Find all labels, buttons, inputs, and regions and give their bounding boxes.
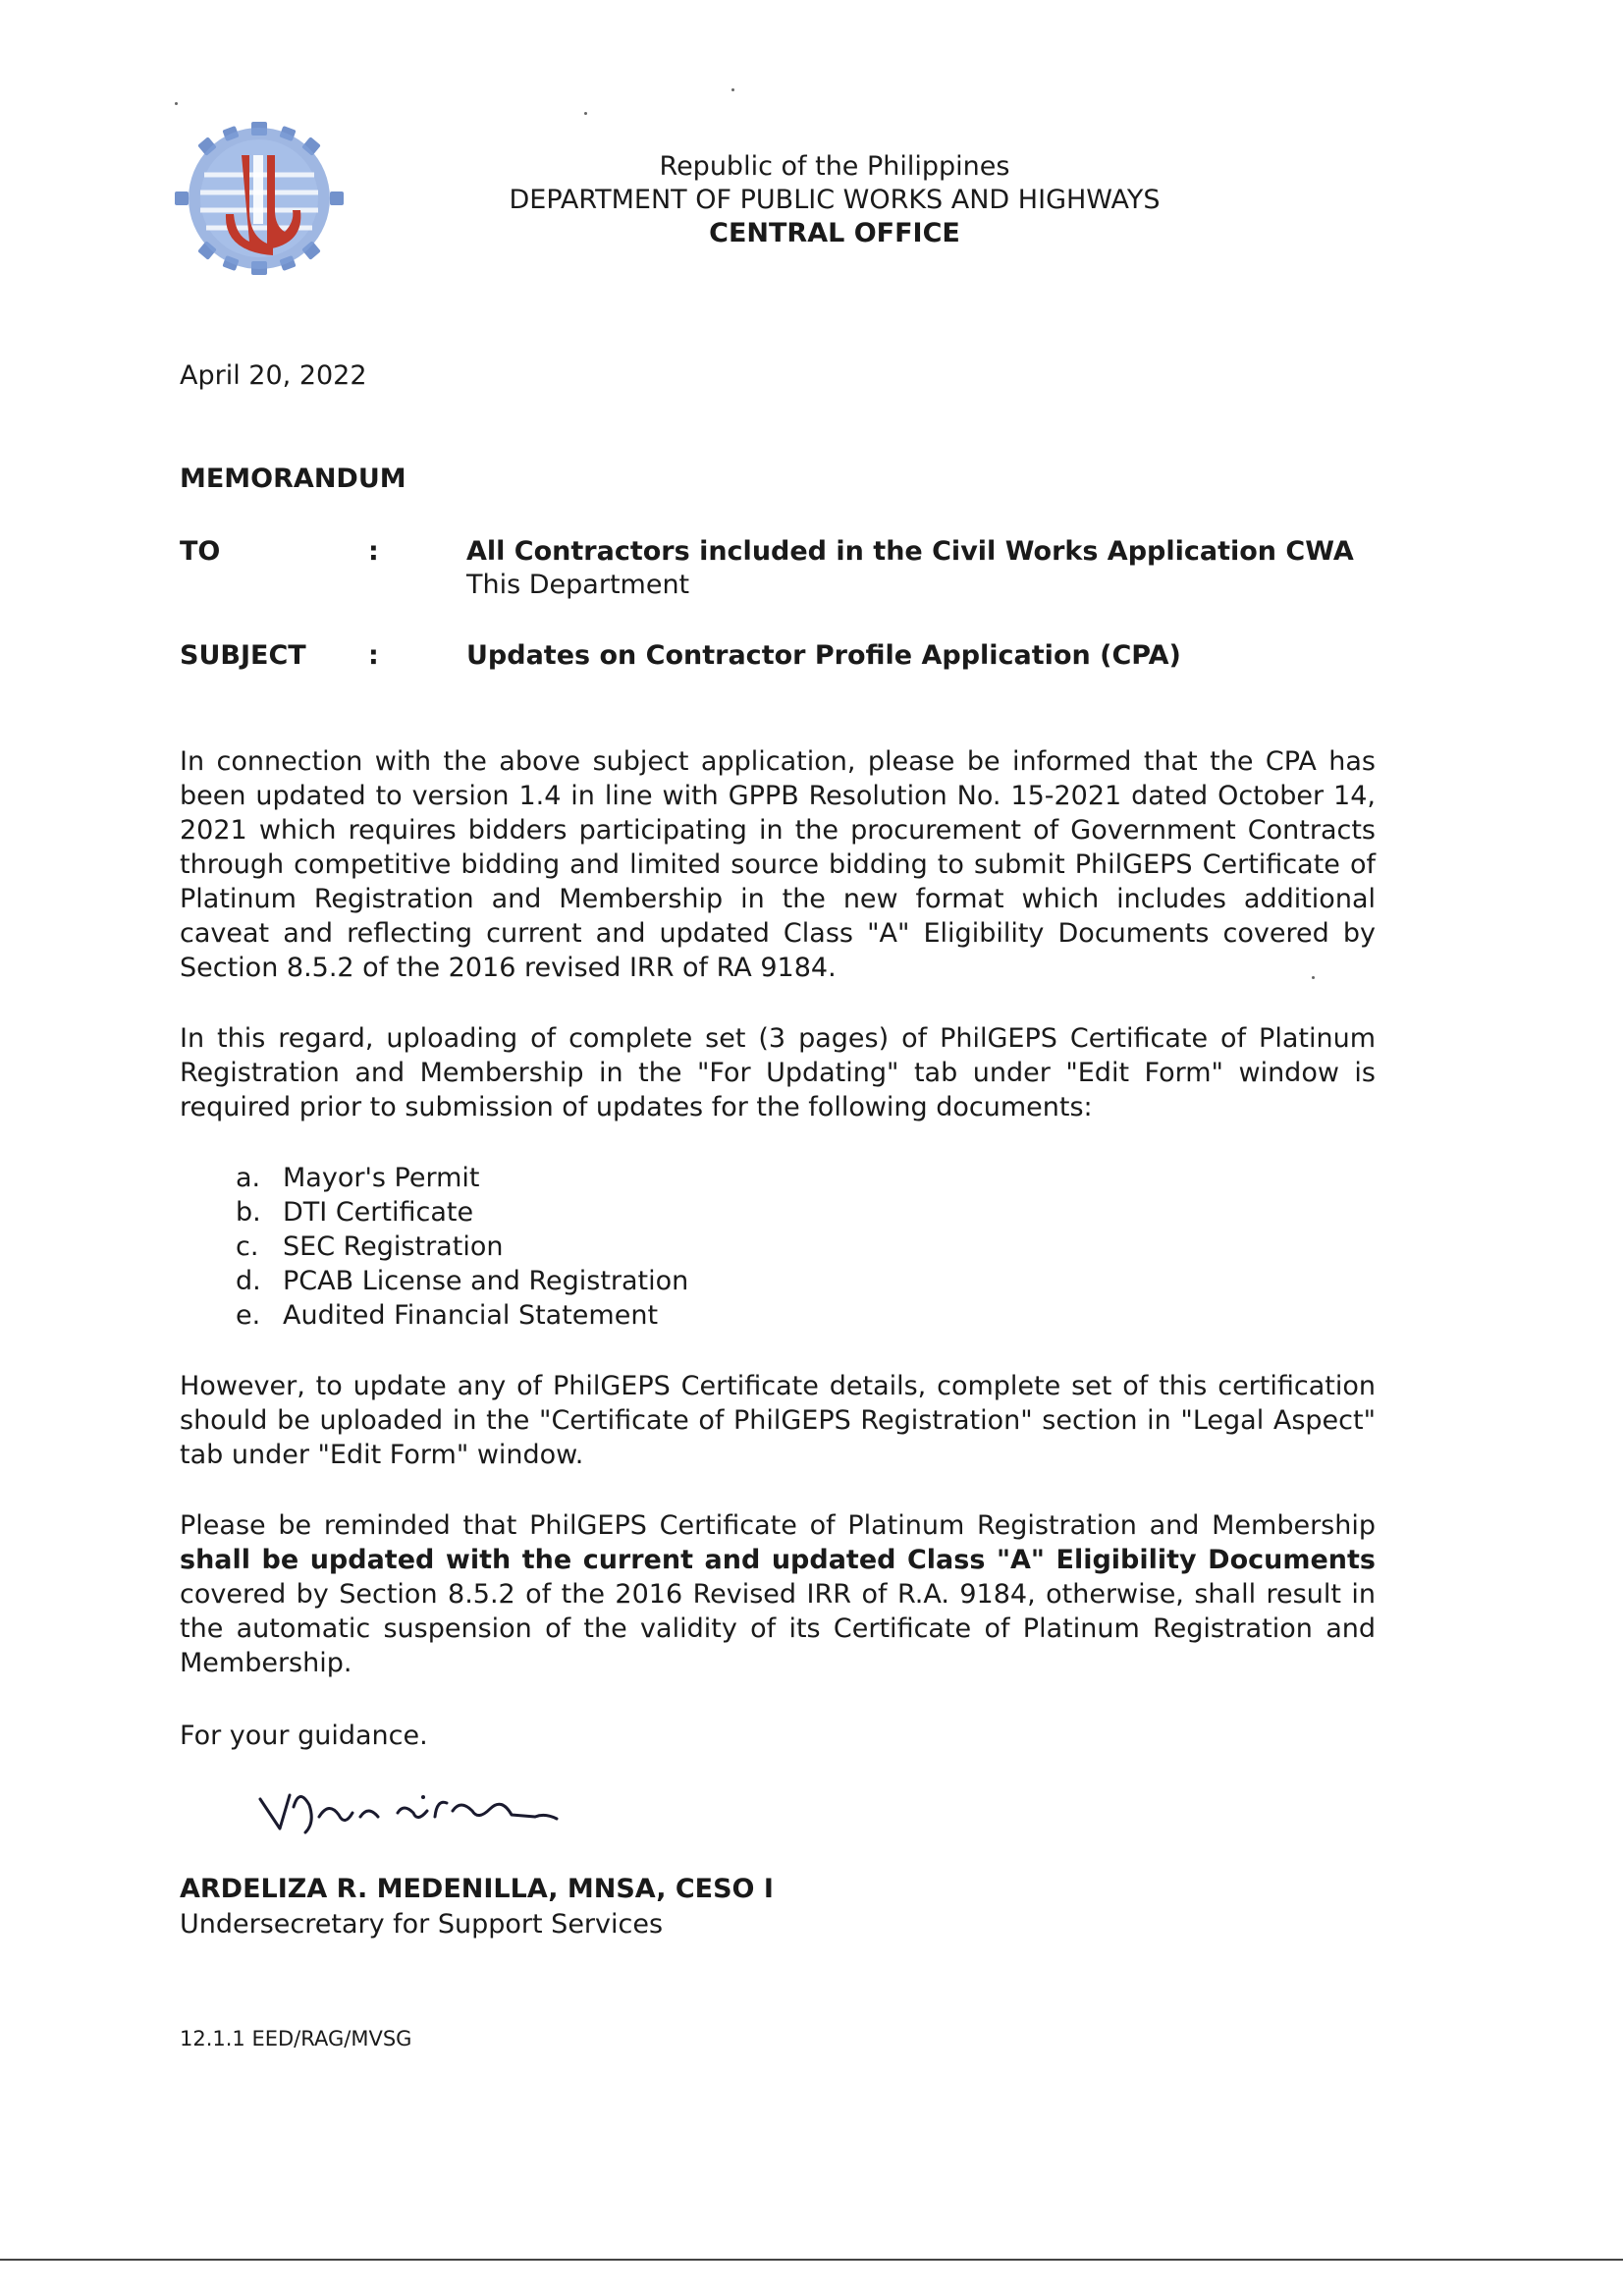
dpwh-logo [165,116,353,281]
memo-date: April 20, 2022 [180,360,367,391]
subject-colon: : [368,640,379,671]
list-item: d. PCAB License and Registration [236,1266,689,1296]
memo-title: MEMORANDUM [180,464,406,494]
header-country: Republic of the Philippines [659,151,1010,182]
list-item: b. DTI Certificate [236,1197,474,1228]
to-colon: : [368,536,379,567]
scan-speck [584,112,587,115]
scan-speck [1312,976,1315,979]
scan-speck [731,88,734,91]
handwritten-signature [250,1777,584,1846]
list-item: a. Mayor's Permit [236,1163,480,1193]
header-department: DEPARTMENT OF PUBLIC WORKS AND HIGHWAYS [509,185,1161,215]
paragraph-3: However, to update any of PhilGEPS Certificate details, complete set of this certification should be uploaded in the "Certificate of PhilGEPS Registration" section in "Legal Aspect" tab under "Edit Form" window. [180,1371,1376,1470]
list-item: e. Audited Financial Statement [236,1300,659,1331]
subject-value: Updates on Contractor Profile Application (CPA) [466,640,1181,671]
reference-code: 12.1.1 EED/RAG/MVSG [180,2027,412,2050]
header-office: CENTRAL OFFICE [709,218,960,248]
documents-list [236,1161,688,1333]
subject-label: SUBJECT [180,640,306,671]
paragraph-4: Please be reminded that PhilGEPS Certificate of Platinum Registration and Membership shall be updated with the current and updated Class "A" Eligibility Documents covered by Section 8.5.2 of the 2016 Revised IRR of R.A. 9184, otherwise, shall result in the automatic suspension of the validity of its Certificate of Platinum Registration and Membership. [180,1510,1376,1678]
scan-edge-line [0,2259,1623,2261]
scan-speck [175,102,178,105]
signatory-name: ARDELIZA R. MEDENILLA, MNSA, CESO I [180,1874,774,1904]
to-recipient: All Contractors included in the Civil Works Application CWA [466,536,1354,567]
paragraph-closing: For your guidance. [180,1721,428,1751]
signatory-title: Undersecretary for Support Services [180,1909,664,1940]
paragraph-2: In this regard, uploading of complete set (3 pages) of PhilGEPS Certificate of Platinum Registration and Membership in the "For Updating" tab under "Edit Form" window is required prior to submission of updates for the following documents: [180,1023,1376,1122]
list-item: c. SEC Registration [236,1231,504,1262]
to-label: TO [180,536,221,567]
paragraph-1: In connection with the above subject application, please be informed that the CPA has been updated to version 1.4 in line with GPPB Resolution No. 15-2021 dated October 14, 2021 which requires bidders participating in the procurement of Government Contracts through competitive bidding and limited source bidding to submit PhilGEPS Certificate of Platinum Registration and Membership in the new format which includes additional caveat and reflecting current and updated Class "A" Eligibility Documents covered by Section 8.5.2 of the 2016 revised IRR of RA 9184. [180,746,1376,983]
to-department: This Department [466,570,690,600]
